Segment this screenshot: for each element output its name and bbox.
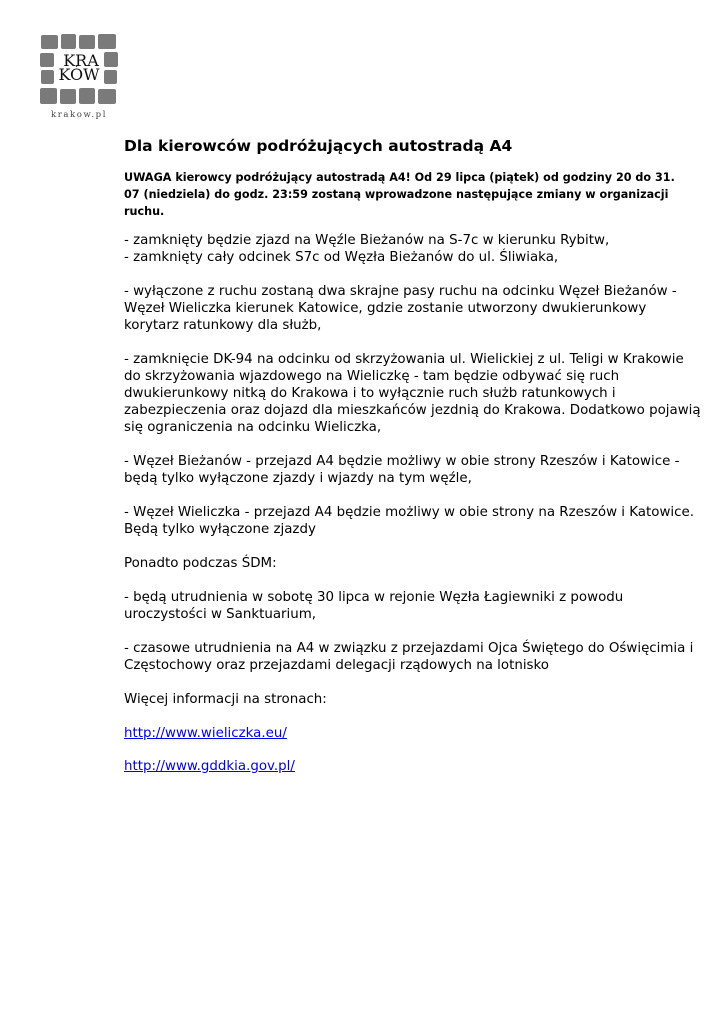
logo-url: krakow.pl — [50, 110, 108, 120]
lead-paragraph: UWAGA kierowcy podróżujący autostradą A4! Od 29 lipca (piątek) od godziny 20 do 31. 07 (niedziela) do godz. 23:59 zostaną wprowadzone następujące zmiany w organizacji ruchu. — [124, 171, 675, 218]
paragraph-pope: - czasowe utrudnienia na A4 w związku z przejazdami Ojca Świętego do Oświęcimia i Częstochowy oraz przejazdami delegacji rządowych na lotnisko — [124, 641, 694, 673]
paragraph-dk94: - zamknięcie DK-94 na odcinku od skrzyżowania ul. Wielickiej z ul. Teligi w Krakowie do skrzyżowania wjazdowego na Wieliczkę - tam będzie odbywać się ruch dwukierunkowy nitką do Krakowa i to wyłącznie ruch służb ratunkowych i zabezpieczenia oraz dojazd dla mieszkańców jezdnią do Krakowa. Dodatkowo pojawią się ograniczenia na odcinku Wieliczka, — [124, 352, 701, 435]
paragraph-sdm-intro: Ponadto podczas ŚDM: — [124, 556, 277, 571]
paragraph-biezanow: - Węzeł Bieżanów - przejazd A4 będzie możliwy w obie strony Rzeszów i Katowice - będą tylko wyłączone zjazdy i wjazdy na tym węźle, — [124, 454, 680, 486]
page-title: Dla kierowców podróżujących autostradą A4 — [124, 137, 513, 155]
paragraph-more-info: Więcej informacji na stronach: — [124, 692, 327, 707]
link-paragraph-gddkia — [124, 758, 714, 775]
paragraph-lanes: - wyłączone z ruchu zostaną dwa skrajne pasy ruchu na odcinku Węzeł Bieżanów - Węzeł Wieliczka kierunek Katowice, gdzie zostanie utworzony dwukierunkowy korytarz ratunkowy dla służb, — [124, 284, 677, 333]
krakow-logo — [38, 32, 120, 124]
paragraph-wieliczka: - Węzeł Wieliczka - przejazd A4 będzie możliwy w obie strony na Rzeszów i Katowice. Będą tylko wyłączone zjazdy — [124, 505, 694, 537]
link-gddkia[interactable]: http://www.gddkia.gov.pl/ — [124, 759, 295, 774]
logo-word-line1: KRA — [63, 51, 99, 70]
logo-word-line2: KÓW — [58, 65, 100, 84]
article-body — [124, 232, 714, 792]
link-wieliczka[interactable]: http://www.wieliczka.eu/ — [124, 726, 287, 741]
paragraph-closures: - zamknięty będzie zjazd na Węźle Bieżanów na S-7c w kierunku Rybitw, - zamknięty cały odcinek S7c od Węzła Bieżanów do ul. Śliwiaka, — [124, 233, 610, 265]
link-paragraph-wieliczka — [124, 725, 714, 742]
logo-wordmark — [38, 51, 120, 84]
paragraph-lagiewniki: - będą utrudnienia w sobotę 30 lipca w rejonie Węzła Łagiewniki z powodu uroczystości w Sanktuarium, — [124, 590, 624, 622]
